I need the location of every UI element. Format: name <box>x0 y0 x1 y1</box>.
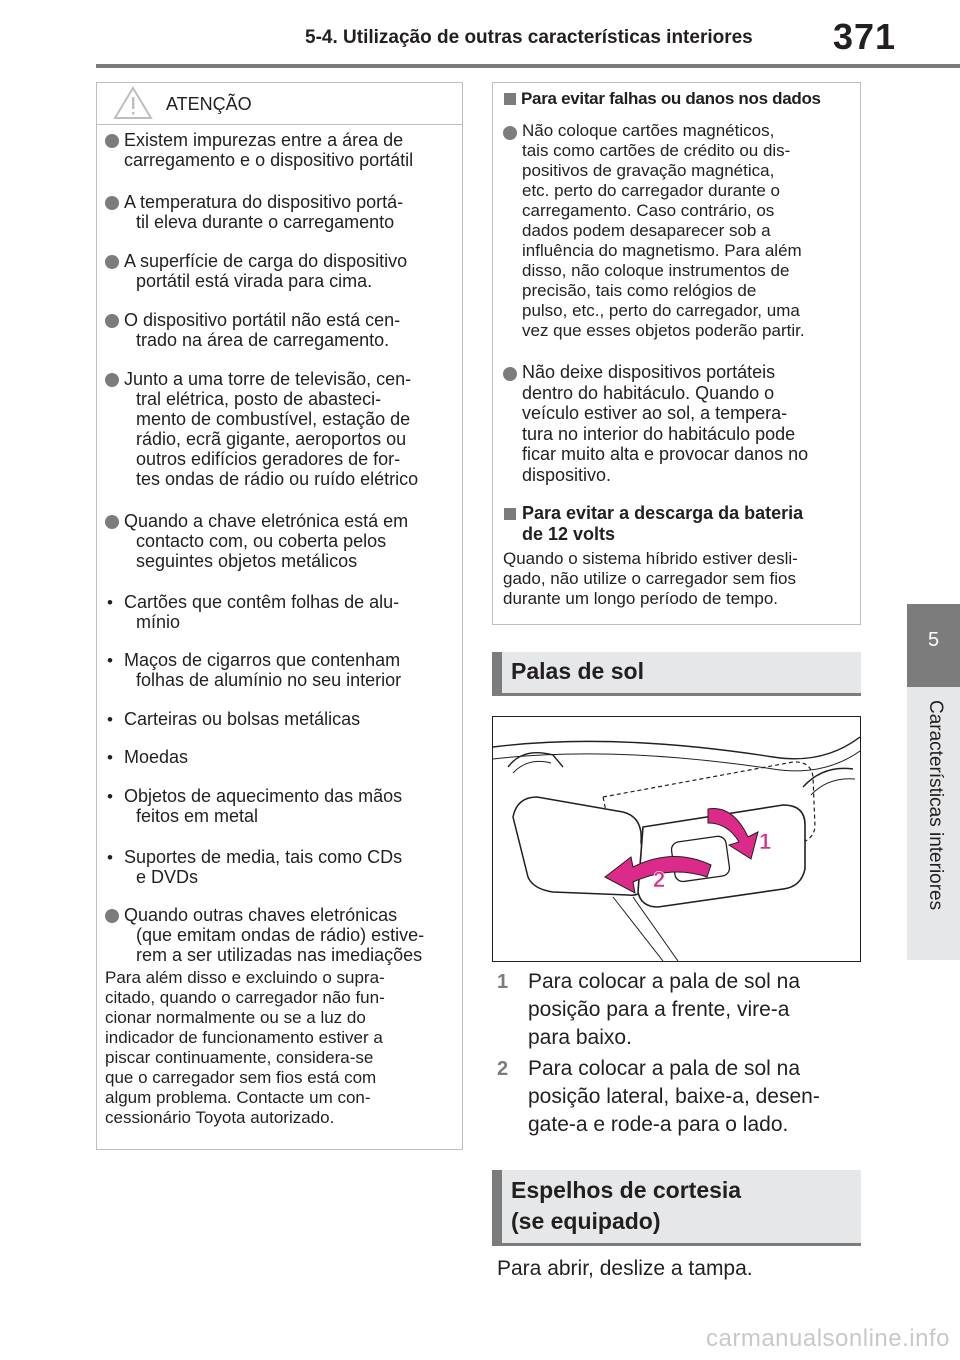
warning-item: Quando outras chaves eletrónicas (que emitam ondas de rádio) estive- rem a ser utilizadas nas imediações <box>124 905 425 965</box>
bullet-dot <box>105 196 119 210</box>
sub-item: Objetos de aquecimento das mãos feitos em metal <box>124 786 403 826</box>
heading-square <box>504 508 516 520</box>
info-item: Não coloque cartões magnéticos, tais como cartões de crédito ou dis- positivos de gravação magnética, etc. perto do carregador durante o carregamento. Caso contrário, os dados podem desaparecer sob a influência do magnetismo. Para além disso, não coloque instrumentos de precisão, tais como relógios de pulso, etc., perto do carregador, uma vez que esses objetos poderão partir. <box>522 121 805 340</box>
info-item: Não deixe dispositivos portáteis dentro do habitáculo. Quando o veículo estiver ao sol, a tempera- tura no interior do habitáculo pode ficar muito alta e provocar danos no dispositivo. <box>522 362 809 485</box>
sun-visor-illustration <box>492 716 861 962</box>
page-number: 371 <box>833 16 897 57</box>
sub-bullet: • <box>107 787 113 806</box>
sub-item: Suportes de media, tais como CDs e DVDs <box>124 847 403 887</box>
sun-visor-drawing <box>493 717 860 961</box>
watermark: carmanualsonline.info <box>706 1325 950 1352</box>
warning-item: O dispositivo portátil não está cen- trado na área de carregamento. <box>124 310 401 350</box>
warning-closing: Para além disso e excluindo o supra- citado, quando o carregador não fun- cionar normalmente ou se a luz do indicador de funcionamento estiver a piscar continuamente, considera-se que o carregador sem fios está com algum problema. Contacte um con- cessionário Toyota autorizado. <box>105 968 385 1127</box>
warning-item: Junto a uma torre de televisão, cen- tral elétrica, posto de abasteci- mento de combustível, estação de rádio, ecrã gigante, aeroportos ou outros edifícios geradores de for- tes ondas de rádio ou ruído elétrico <box>124 369 419 489</box>
bullet-dot <box>503 126 517 140</box>
step-number: 1 <box>497 971 509 993</box>
sub-bullet: • <box>107 593 113 612</box>
bullet-dot <box>503 367 517 381</box>
bullet-dot <box>105 314 119 328</box>
heading-square <box>504 93 516 105</box>
info-heading: Para evitar falhas ou danos nos dados <box>521 89 821 108</box>
bullet-dot <box>105 373 119 387</box>
sub-item: Moedas <box>124 747 189 767</box>
bullet-dot <box>105 255 119 269</box>
bullet-dot <box>105 909 119 923</box>
warning-item: Quando a chave eletrónica está em contacto com, ou coberta pelos seguintes objetos metálicos <box>124 511 409 571</box>
section-title: Espelhos de cortesia (se equipado) <box>511 1177 742 1234</box>
step-text: Para colocar a pala de sol na posição lateral, baixe-a, desen- gate-a e rode-a para o lado. <box>528 1057 820 1136</box>
step-text: Para colocar a pala de sol na posição para a frente, vire-a para baixo. <box>528 970 801 1049</box>
header-rule <box>96 64 960 68</box>
sub-item: Maços de cigarros que contenham folhas de alumínio no seu interior <box>124 650 402 690</box>
warning-item: A temperatura do dispositivo portá- til eleva durante o carregamento <box>124 192 404 232</box>
info-heading: Para evitar a descarga da bateria de 12 volts <box>522 503 804 544</box>
warning-item: Existem impurezas entre a área de carregamento e o dispositivo portátil <box>124 130 414 170</box>
section-title: Palas de sol <box>511 658 644 684</box>
info-body: Quando o sistema híbrido estiver desli- gado, não utilize o carregador sem fios durante um longo período de tempo. <box>503 549 798 608</box>
mirror-body: Para abrir, deslize a tampa. <box>497 1257 753 1280</box>
sub-bullet: • <box>107 710 113 729</box>
sub-bullet: • <box>107 848 113 867</box>
section-bar <box>492 1170 502 1246</box>
running-header: 5-4. Utilização de outras características interiores <box>305 27 753 48</box>
chapter-label: Características interiores <box>925 700 946 911</box>
warning-item: A superfície de carga do dispositivo portátil está virada para cima. <box>124 251 408 291</box>
sub-bullet: • <box>107 651 113 670</box>
warning-triangle-icon <box>113 86 153 120</box>
bullet-dot <box>105 515 119 529</box>
bullet-dot <box>105 134 119 148</box>
sub-item: Cartões que contêm folhas de alu- mínio <box>124 592 400 632</box>
section-bar <box>492 652 502 696</box>
callout-2: 2 <box>653 867 666 892</box>
callout-1: 1 <box>759 829 772 854</box>
sub-bullet: • <box>107 748 113 767</box>
warning-title: ATENÇÃO <box>166 94 252 114</box>
chapter-number: 5 <box>927 629 940 651</box>
sub-item: Carteiras ou bolsas metálicas <box>124 709 361 729</box>
step-number: 2 <box>497 1058 509 1080</box>
